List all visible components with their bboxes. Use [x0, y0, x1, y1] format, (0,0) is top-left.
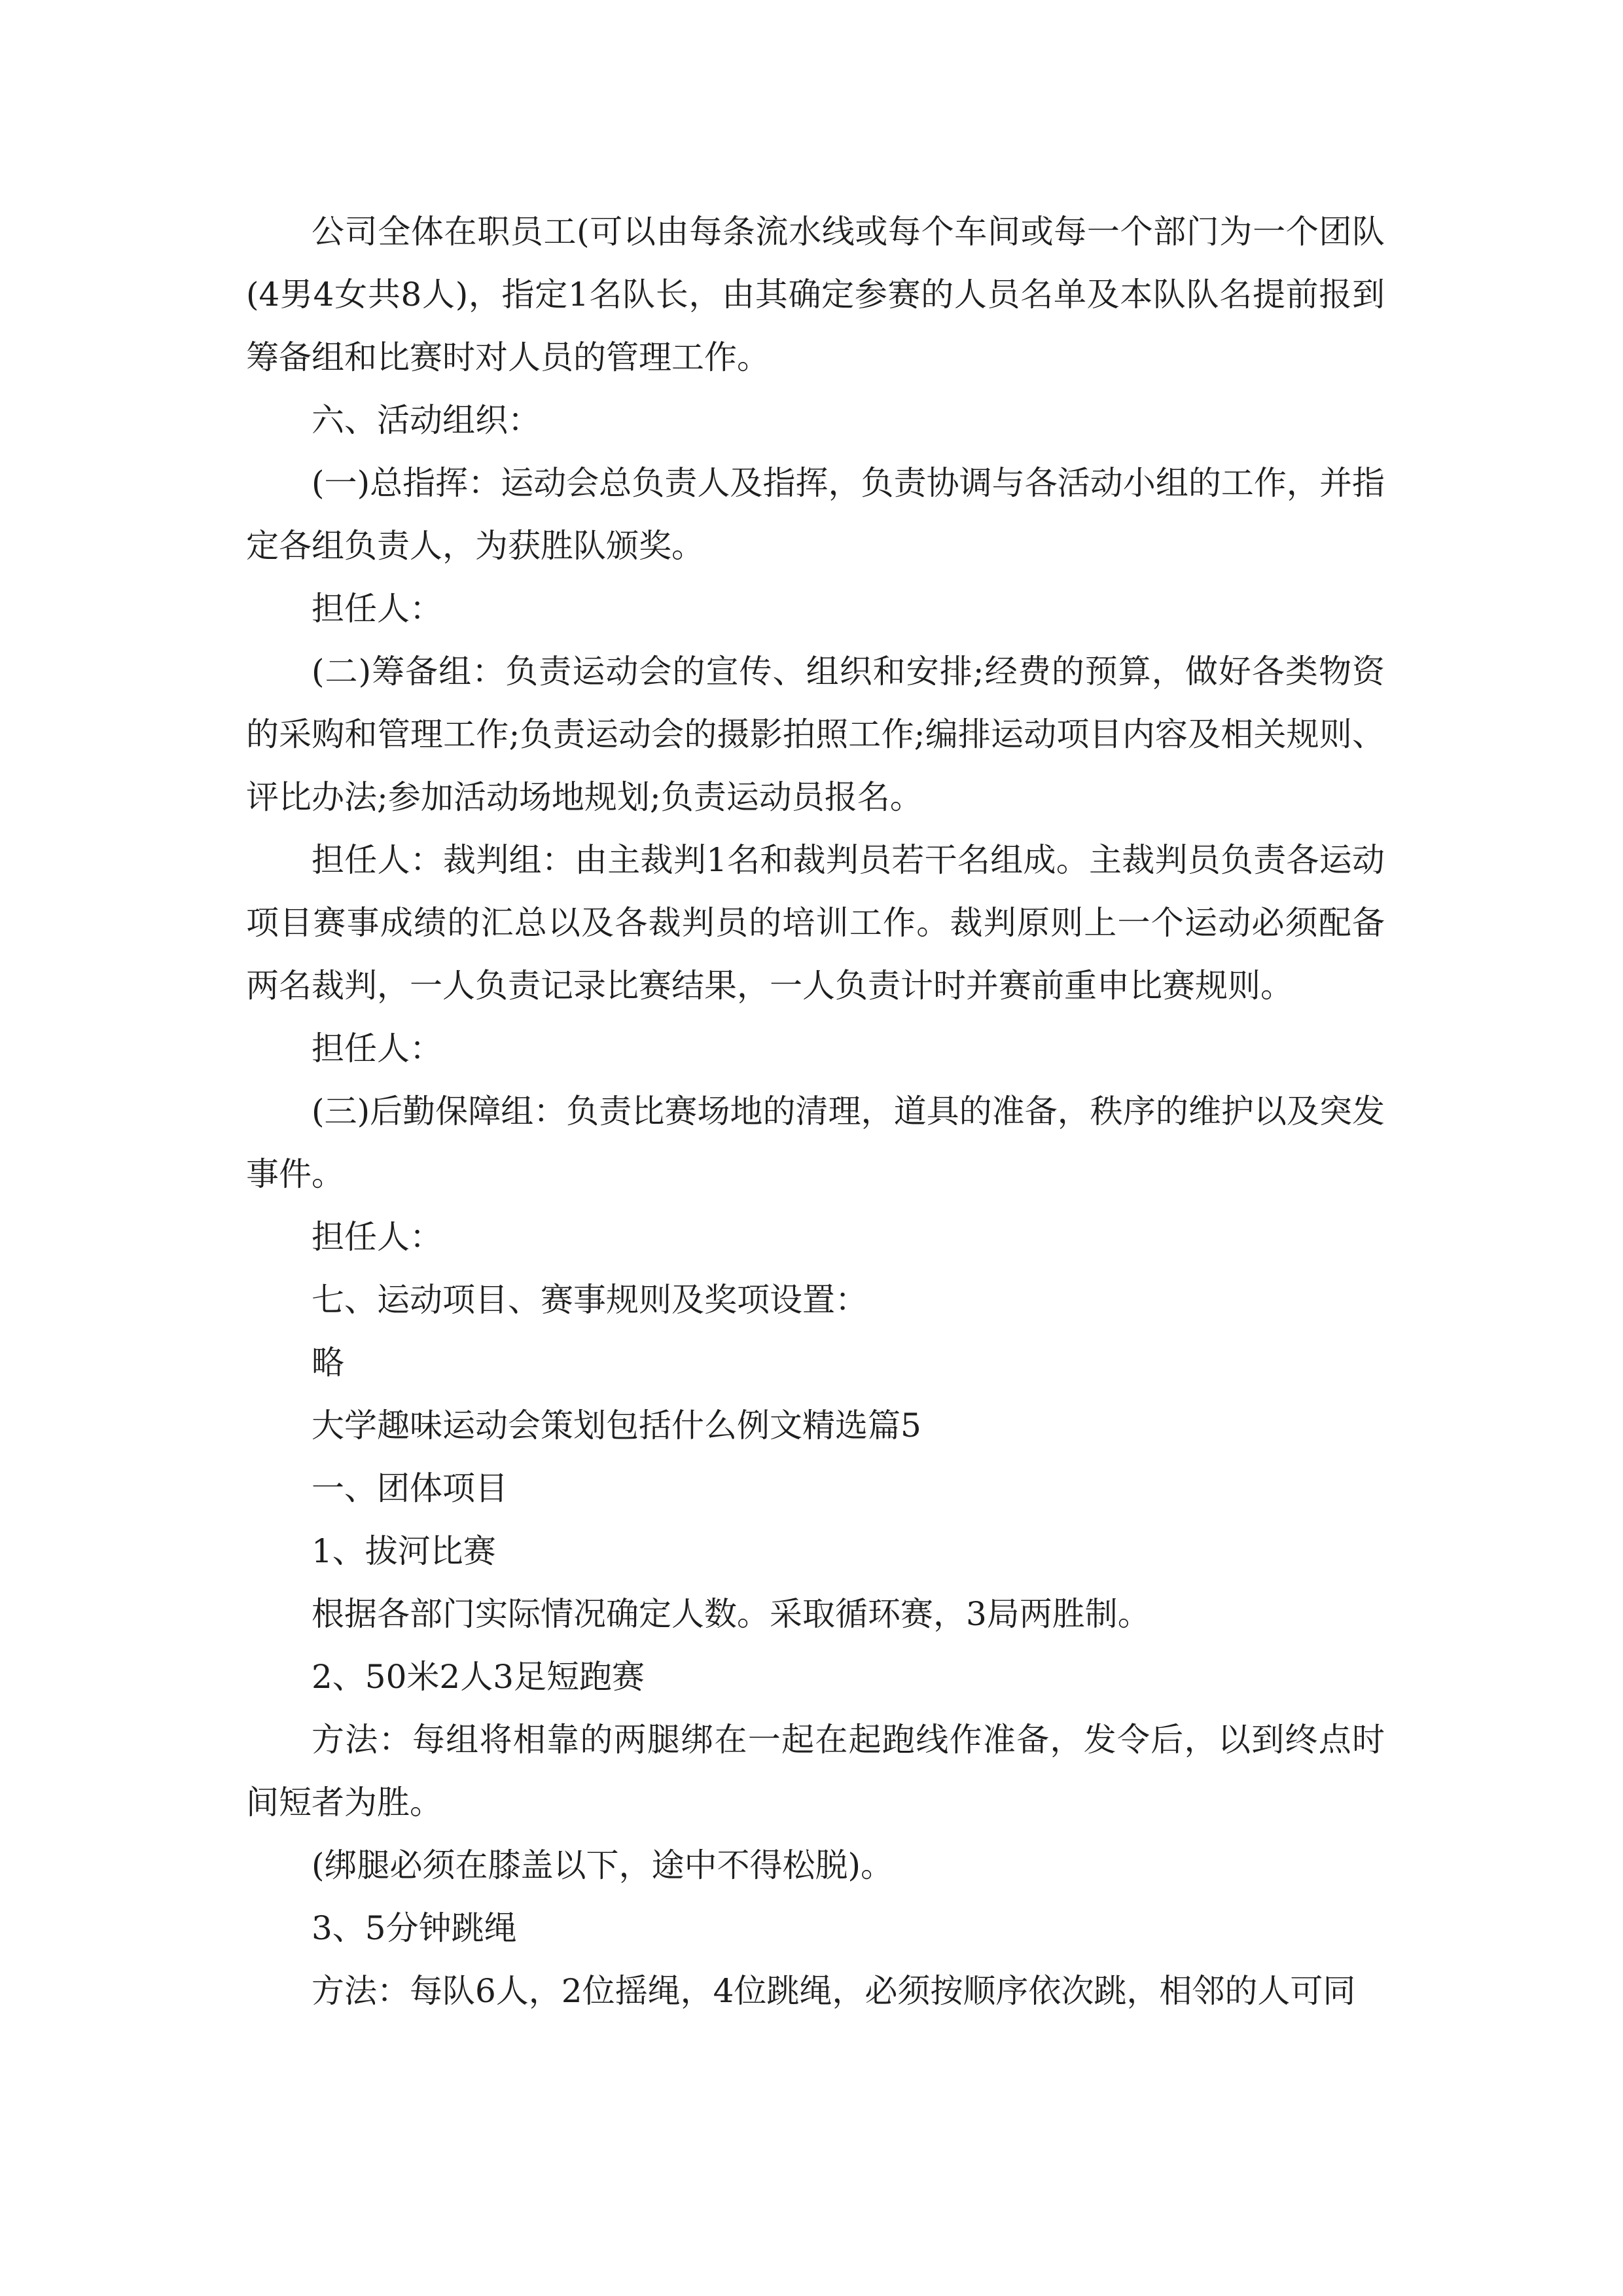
paragraph-preparation-group: (二)筹备组：负责运动会的宣传、组织和安排;经费的预算，做好各类物资的采购和管理工作;负责运动会的摄影拍照工作;编排运动项目内容及相关规则、评比办法;参加活动场地规划;负责运动员报名。: [246, 653, 1385, 816]
document-body: [246, 200, 1385, 2022]
heading-activity-organization: 六、活动组织：: [312, 401, 541, 439]
paragraph-omitted: 略: [312, 1344, 344, 1382]
paragraph-person-in-charge-2: 担任人：: [312, 1030, 442, 1067]
paragraph-tug-of-war-rules: 根据各部门实际情况确定人数。采取循环赛，3局两胜制。: [312, 1595, 1150, 1633]
heading-team-events: 一、团体项目: [312, 1469, 508, 1507]
paragraph-person-in-charge-3: 担任人：: [312, 1218, 442, 1256]
paragraph-person-in-charge-1: 担任人：: [312, 590, 442, 628]
paragraph-three-legged-method: 方法：每组将相靠的两腿绑在一起在起跑线作准备，发令后，以到终点时间短者为胜。: [246, 1721, 1385, 1821]
paragraph-jump-rope-method: 方法：每队6人，2位摇绳，4位跳绳，必须按顺序依次跳，相邻的人可同: [312, 1972, 1356, 2010]
heading-jump-rope: 3、5分钟跳绳: [312, 1909, 517, 1947]
heading-events-rules-awards: 七、运动项目、赛事规则及奖项设置：: [312, 1281, 868, 1319]
heading-three-legged-race: 2、50米2人3足短跑赛: [312, 1658, 645, 1696]
paragraph-general-commander: (一)总指挥：运动会总负责人及指挥，负责协调与各活动小组的工作，并指定各组负责人，为获胜队颁奖。: [246, 464, 1385, 565]
paragraph-three-legged-note: (绑腿必须在膝盖以下，途中不得松脱)。: [312, 1846, 894, 1884]
section-title: 大学趣味运动会策划包括什么例文精选篇5: [312, 1407, 921, 1444]
paragraph-logistics-group: (三)后勤保障组：负责比赛场地的清理，道具的准备，秩序的维护以及突发事件。: [246, 1092, 1385, 1193]
heading-tug-of-war: 1、拔河比赛: [312, 1532, 496, 1570]
paragraph-referee-group: 担任人：裁判组：由主裁判1名和裁判员若干名组成。主裁判员负责各运动项目赛事成绩的汇总以及各裁判员的培训工作。裁判原则上一个运动必须配备两名裁判，一人负责记录比赛结果，一人负责计时并赛前重申比赛规则。: [246, 841, 1385, 1005]
paragraph-participants: 公司全体在职员工(可以由每条流水线或每个车间或每一个部门为一个团队(4男4女共8人)，指定1名队长，由其确定参赛的人员名单及本队队名提前报到筹备组和比赛时对人员的管理工作。: [246, 213, 1385, 376]
